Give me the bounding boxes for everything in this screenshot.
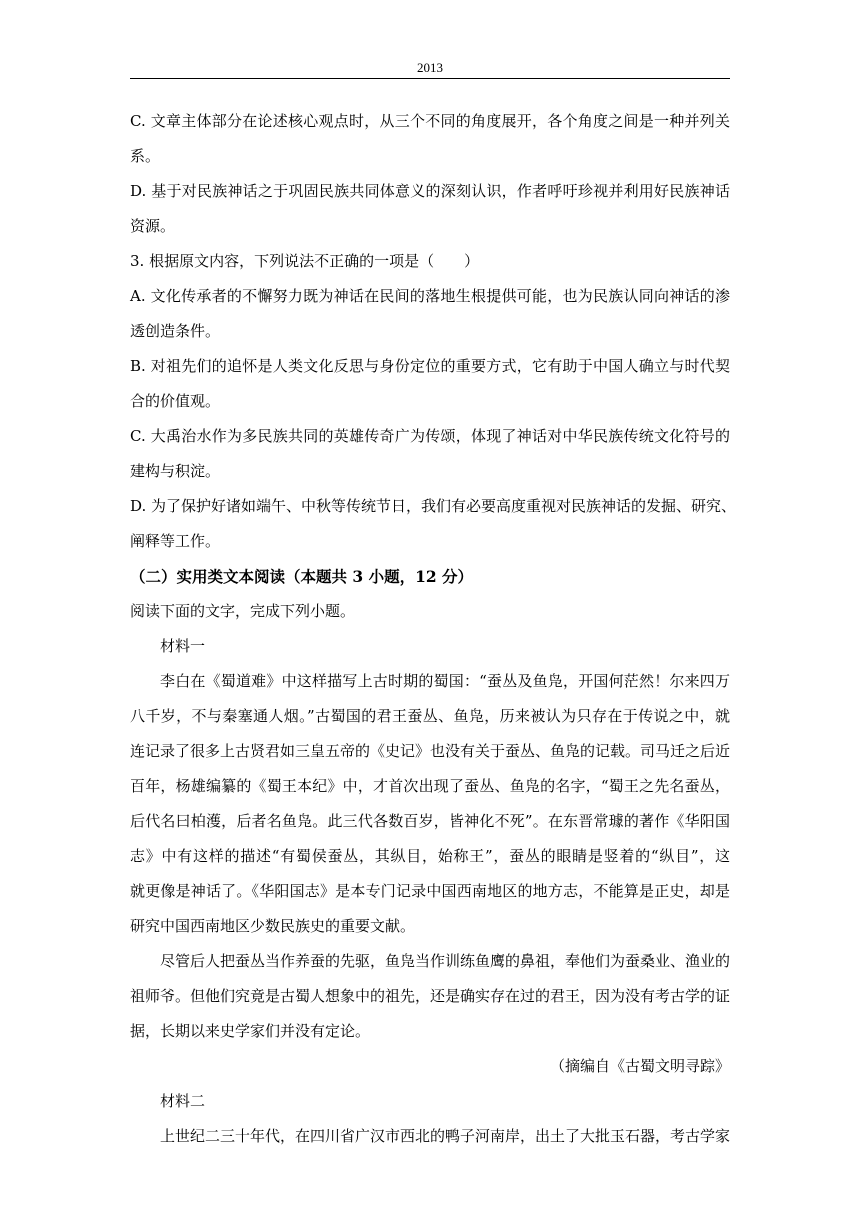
text-line: 百年，杨雄编纂的《蜀王本纪》中，才首次出现了蚕丛、鱼凫的名字，“蜀王之先名蚕丛， xyxy=(130,777,730,795)
text-line: 祖师爷。但他们究竟是古蜀人想象中的祖先，还是确实存在过的君王，因为没有考古学的证 xyxy=(130,987,731,1005)
text-line: 材料一 xyxy=(160,637,206,655)
text-line: B. 对祖先们的追怀是人类文化反思与身份定位的重要方式，它有助于中国人确立与时代契 xyxy=(130,357,730,375)
text-line: 八千岁，不与秦塞通人烟。”古蜀国的君王蚕丛、鱼凫，历来被认为只存在于传说之中，就 xyxy=(130,707,730,725)
text-line: 合的价值观。 xyxy=(130,392,221,410)
header-divider xyxy=(130,78,730,79)
text-line: D. 基于对民族神话之于巩固民族共同体意义的深刻认识，作者呼吁珍视并利用好民族神话 xyxy=(130,182,730,200)
text-line: C. 大禹治水作为多民族共同的英雄传奇广为传颂，体现了神话对中华民族传统文化符号的 xyxy=(130,427,730,445)
text-line: 志》中有这样的描述“有蜀侯蚕丛，其纵目，始称王”，蚕丛的眼睛是竖着的“纵目”，这 xyxy=(130,847,730,865)
text-line: C. 文章主体部分在论述核心观点时，从三个不同的角度展开，各个角度之间是一种并列关 xyxy=(130,112,730,130)
page-header-year: 2013 xyxy=(417,60,443,75)
text-line: 尽管后人把蚕丛当作养蚕的先驱，鱼凫当作训练鱼鹰的鼻祖，奉他们为蚕桑业、渔业的 xyxy=(160,952,731,970)
text-line: 上世纪二三十年代，在四川省广汉市西北的鸭子河南岸，出土了大批玉石器，考古学家 xyxy=(160,1127,731,1145)
text-line: A. 文化传承者的不懈努力既为神话在民间的落地生根提供可能，也为民族认同向神话的渗 xyxy=(130,287,730,305)
text-line: 资源。 xyxy=(130,217,176,235)
text-line: 阐释等工作。 xyxy=(130,532,221,550)
text-line: 连记录了很多上古贤君如三皇五帝的《史记》也没有关于蚕丛、鱼凫的记载。司马迁之后近 xyxy=(130,742,731,760)
text-line: 研究中国西南地区少数民族史的重要文献。 xyxy=(130,917,416,935)
text-line: 系。 xyxy=(130,147,161,165)
text-line: D. 为了保护好诸如端午、中秋等传统节日，我们有必要高度重视对民族神话的发掘、研究、 xyxy=(130,497,737,515)
text-line: 李白在《蜀道难》中这样描写上古时期的蜀国：“蚕丛及鱼凫，开国何茫然！尔来四万 xyxy=(160,672,730,690)
text-line: 透创造条件。 xyxy=(130,322,221,340)
text-line: 建构与积淀。 xyxy=(130,462,221,480)
text-line: 就更像是神话了。《华阳国志》是本专门记录中国西南地区的地方志，不能算是正史，却是 xyxy=(130,882,730,900)
text-line: 材料二 xyxy=(160,1092,206,1110)
text-line: 3. 根据原文内容，下列说法不正确的一项是（ ） xyxy=(130,252,480,270)
document-body xyxy=(130,104,737,1154)
text-line: 据，长期以来史学家们并没有定论。 xyxy=(130,1022,371,1040)
text-line: （摘编自《古蜀文明寻踪》 xyxy=(549,1057,730,1075)
text-line: 阅读下面的文字，完成下列小题。 xyxy=(130,602,356,620)
text-line: 后代名曰柏濩，后者名鱼凫。此三代各数百岁，皆神化不死”。在东晋常璩的著作《华阳国 xyxy=(130,812,730,830)
text-line: （二）实用类文本阅读（本题共 3 小题，12 分） xyxy=(130,567,474,586)
